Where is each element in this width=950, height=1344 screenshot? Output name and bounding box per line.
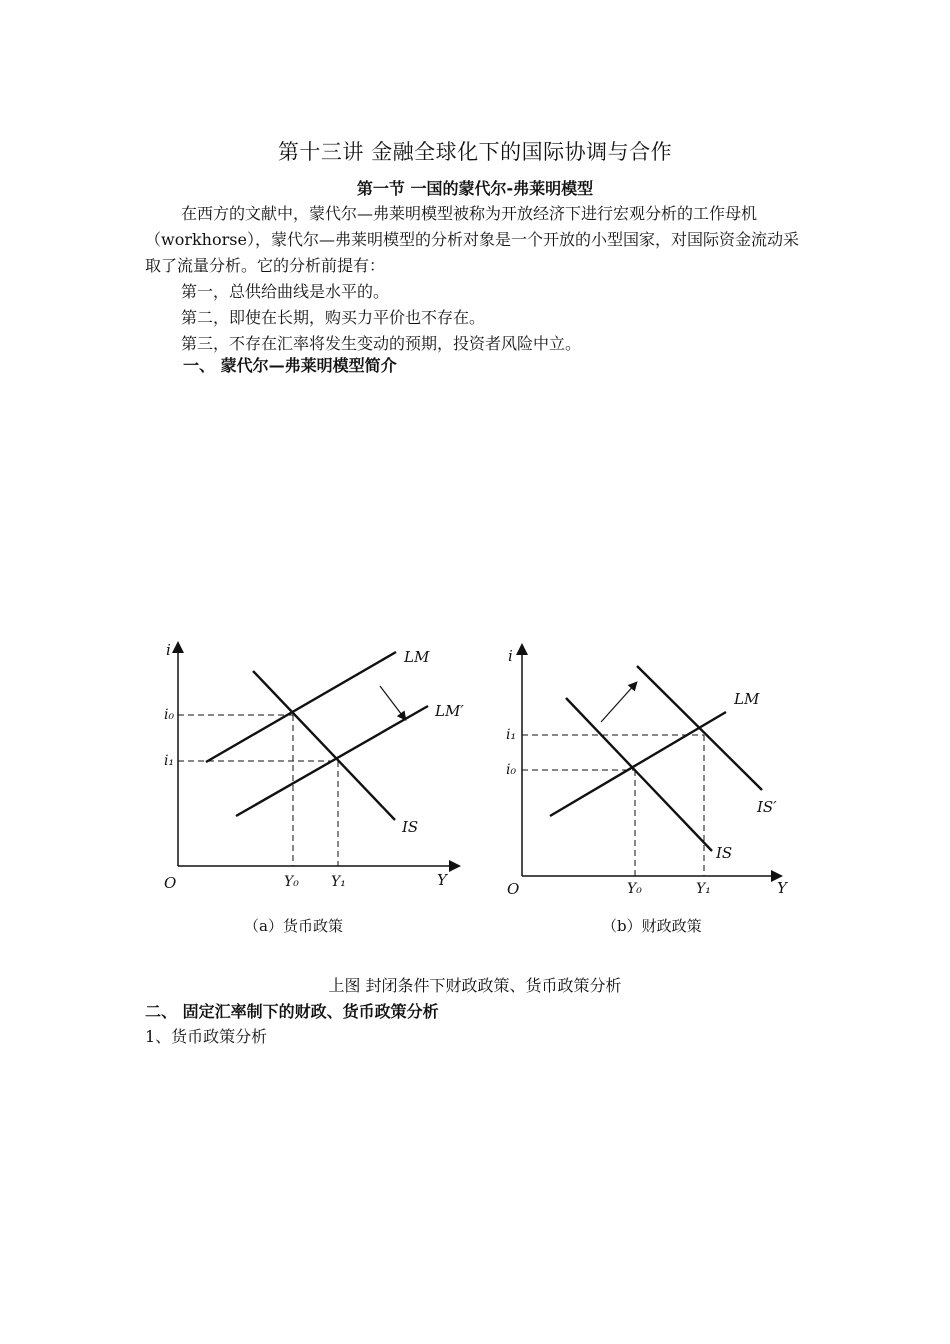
is-curve-b: [566, 698, 712, 851]
item-monetary-policy: 1、货币政策分析: [145, 1027, 268, 1046]
label-is: IS: [402, 818, 419, 836]
panel-b-caption: （b）财政政策: [602, 917, 702, 935]
label-is-prime: IS′: [757, 798, 777, 816]
section-heading: 第一节 一国的蒙代尔-弗莱明模型: [356, 179, 594, 198]
subheading-fixed-rate: 二、 固定汇率制下的财政、货币政策分析: [145, 1002, 439, 1021]
panel-a-origin: O: [164, 874, 177, 892]
premise-2: 第二，即使在长期，购买力平价也不存在。: [181, 308, 486, 327]
shift-arrow: [380, 686, 405, 719]
tick-i0: i₀: [164, 707, 175, 723]
panel-b-axis-Y: Y: [777, 879, 787, 897]
intro-paragraph: 在西方的文献中，蒙代尔—弗莱明模型被称为开放经济下进行宏观分析的工作母机（workhorse），蒙代尔—弗莱明模型的分析对象是一个开放的小型国家，对国际资金流动采取了流量分析。它的分析前提有：: [145, 204, 799, 275]
subheading-model-intro: 一、 蒙代尔—弗莱明模型简介: [183, 356, 397, 375]
is-lm-figure: [140, 630, 820, 950]
panel-b-origin: O: [507, 880, 520, 898]
lm-curve: [206, 652, 396, 762]
panel-a-caption: （a）货币政策: [244, 917, 343, 935]
label-lm-prime: LM′: [435, 702, 464, 720]
label-lm-b: LM: [734, 690, 760, 708]
tick-i0-b: i₀: [506, 762, 517, 778]
tick-Y1: Y₁: [331, 874, 346, 890]
label-lm: LM: [404, 648, 430, 666]
tick-Y0: Y₀: [284, 874, 299, 890]
premise-3: 第三，不存在汇率将发生变动的预期，投资者风险中立。: [181, 334, 582, 353]
panel-a-axis-Y: Y: [437, 871, 447, 889]
panel-a-axis-i: i: [166, 641, 171, 659]
is-prime-curve: [637, 666, 762, 790]
tick-i1-b: i₁: [506, 727, 517, 743]
tick-Y0-b: Y₀: [627, 881, 642, 897]
panel-b-axis-i: i: [508, 647, 513, 665]
panel-b-fiscal: [506, 646, 789, 935]
panel-a-monetary: [164, 641, 464, 935]
premise-1: 第一，总供给曲线是水平的。: [181, 282, 390, 301]
tick-i1: i₁: [164, 753, 175, 769]
tick-Y1-b: Y₁: [696, 881, 711, 897]
figure-caption: 上图 封闭条件下财政政策、货币政策分析: [328, 976, 622, 995]
lecture-title: 第十三讲 金融全球化下的国际协调与合作: [277, 140, 673, 164]
shift-arrow-b: [601, 683, 636, 722]
label-is-b: IS: [716, 844, 733, 862]
